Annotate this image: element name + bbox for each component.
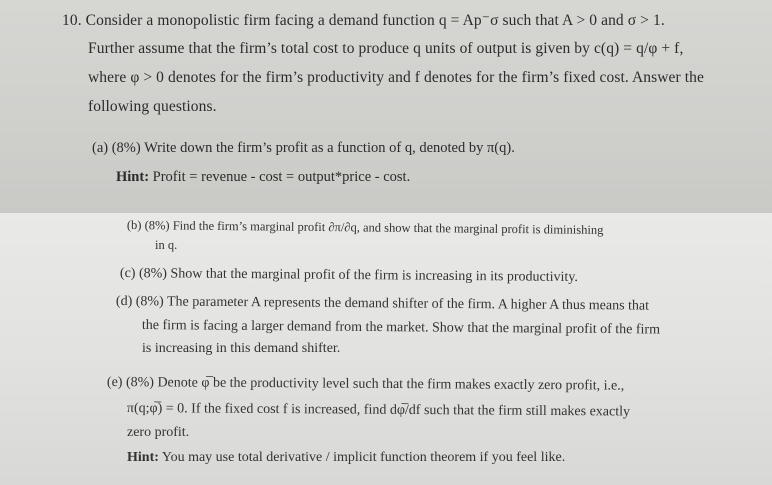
part-b-line-2: in q. bbox=[155, 238, 178, 252]
part-c-line-1: (c) (8%) Show that the marginal profit of the firm is increasing in its productivity. bbox=[119, 266, 578, 285]
question-10-line-1: 10. Consider a monopolistic firm facing a demand function q = Ap⁻σ such that A > 0 and σ > 1. bbox=[62, 12, 665, 29]
part-d-line-1: (d) (8%) The parameter A represents the demand shifter of the firm. A higher A thus means that bbox=[115, 294, 650, 314]
part-e-hint-text: You may use total derivative / implicit function theorem if you feel like. bbox=[158, 450, 566, 465]
part-e-line-2: π(q;φ̅) = 0. If the fixed cost f is increased, find dφ̅/df such that the firm still makes exactly bbox=[126, 401, 631, 420]
part-a-hint-label: Hint: bbox=[116, 169, 150, 185]
part-d-line-3: is increasing in this demand shifter. bbox=[142, 341, 341, 356]
part-e-hint-label: Hint: bbox=[127, 450, 159, 465]
part-a-hint-text: Profit = revenue - cost = output*price - cost. bbox=[149, 169, 411, 185]
part-d-line-2: the firm is facing a larger demand from the market. Show that the marginal profit of the firm bbox=[141, 318, 661, 338]
part-e-line-1: (e) (8%) Denote φ̅ be the productivity level such that the firm makes exactly zero profit, i.e., bbox=[106, 375, 625, 394]
part-b-line-1: (b) (8%) Find the firm’s marginal profit ∂π/∂q, and show that the marginal profit is diminishing bbox=[126, 218, 604, 237]
question-10-line-2: Further assume that the firm’s total cost to produce q units of output is given by c(q) = q/φ + f, bbox=[88, 40, 684, 57]
part-e-hint bbox=[127, 450, 565, 466]
part-e-line-3: zero profit. bbox=[127, 425, 190, 440]
part-a-text: (a) (8%) Write down the firm’s profit as a function of q, denoted by π(q). bbox=[92, 140, 515, 156]
part-a-hint bbox=[116, 169, 410, 186]
photo-bottom-section bbox=[0, 213, 772, 485]
question-10-line-4: following questions. bbox=[88, 98, 217, 115]
question-10-line-3: where φ > 0 denotes for the firm’s productivity and f denotes for the firm’s fixed cost. Answer the bbox=[88, 69, 705, 86]
